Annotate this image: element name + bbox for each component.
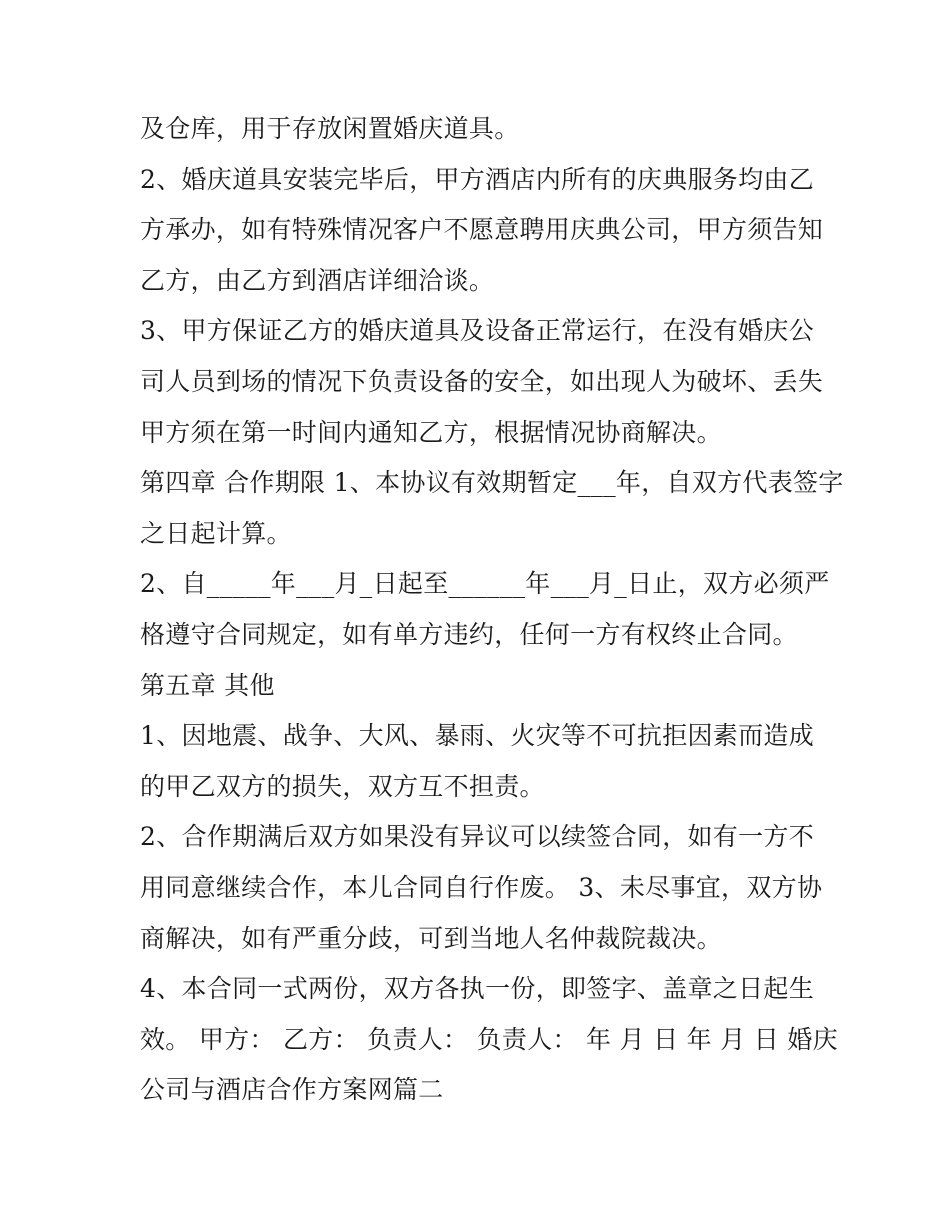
text-line: 格遵守合同规定，如有单方违约，任何一方有权终止合同。 xyxy=(140,619,798,649)
text-line: 4、本合同一式两份，双方各执一份，即签字、盖章之日起生 xyxy=(140,974,815,1004)
chapter-five-heading: 第五章 其他 xyxy=(140,670,275,700)
text-line: 用同意继续合作，本儿合同自行作废。 3、未尽事宜，双方协 xyxy=(140,872,823,902)
document-body xyxy=(140,104,844,1116)
text-line: 2、合作期满后双方如果没有异议可以续签合同，如有一方不 xyxy=(140,822,815,852)
text-line: 及仓库，用于存放闲置婚庆道具。 xyxy=(140,114,520,143)
text-line: 3、甲方保证乙方的婚庆道具及设备正常运行，在没有婚庆公 xyxy=(140,316,815,346)
text-line: 商解决，如有严重分歧，可到当地人名仲裁院裁决。 xyxy=(140,923,722,953)
text-line: 之日起计算。 xyxy=(140,518,292,548)
text-line: 甲方须在第一时间内通知乙方，根据情况协商解决。 xyxy=(140,417,722,447)
text-line: 2、自_____年___月_日起至______年___月_日止，双方必须严 xyxy=(140,569,830,599)
chapter-four-line: 第四章 合作期限 1、本协议有效期暂定___年，自双方代表签字 xyxy=(140,468,844,498)
text-line: 公司与酒店合作方案网篇二 xyxy=(140,1075,444,1105)
text-line: 的甲乙双方的损失，双方互不担责。 xyxy=(140,771,545,801)
text-line: 2、婚庆道具安装完毕后，甲方酒店内所有的庆典服务均由乙 xyxy=(140,164,815,194)
signature-line: 效。 甲方： 乙方： 负责人： 负责人： 年 月 日 年 月 日 婚庆 xyxy=(140,1024,838,1054)
text-line: 司人员到场的情况下负责设备的安全，如出现人为破坏、丢失 xyxy=(140,366,824,396)
text-line: 1、因地震、战争、大风、暴雨、火灾等不可抗拒因素而造成 xyxy=(140,721,815,751)
text-line: 方承办，如有特殊情况客户不愿意聘用庆典公司，甲方须告知 xyxy=(140,215,824,245)
text-line: 乙方，由乙方到酒店详细洽谈。 xyxy=(140,265,495,295)
